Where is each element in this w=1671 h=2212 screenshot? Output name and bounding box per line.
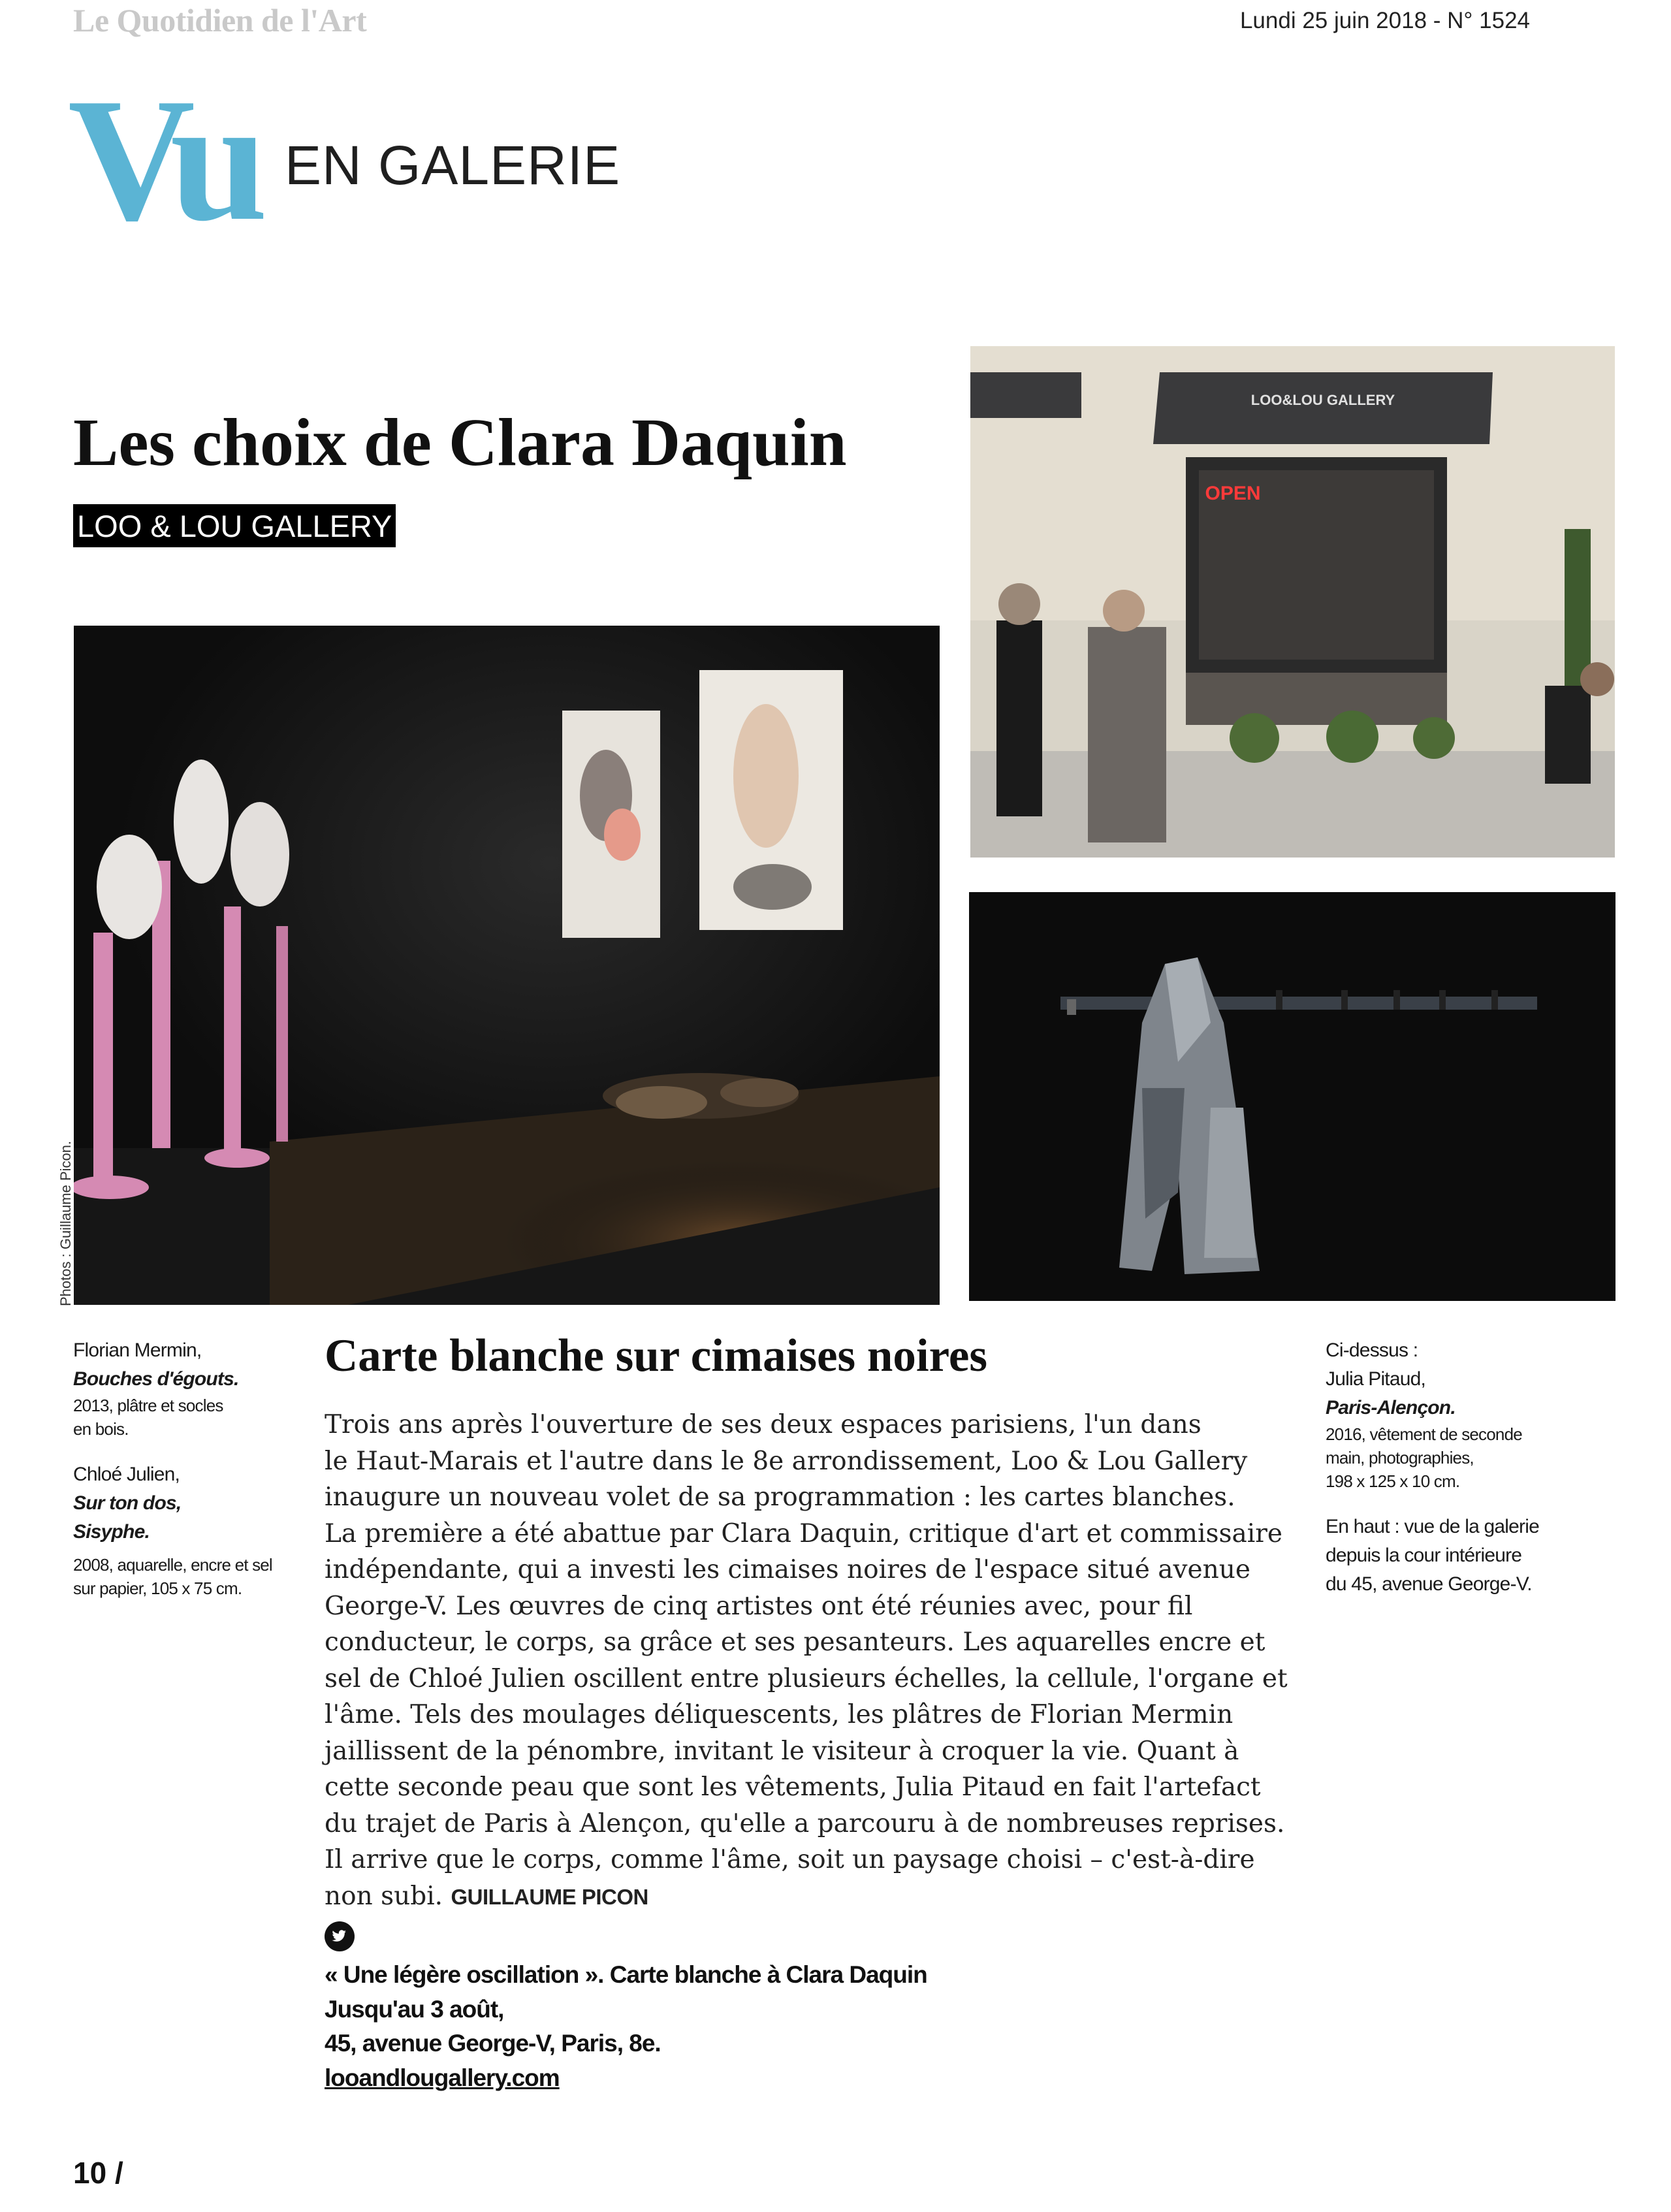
- masthead: Le Quotidien de l'Art: [73, 2, 367, 39]
- twitter-icon[interactable]: [325, 1921, 355, 1951]
- gallery-tag: LOO & LOU GALLERY: [73, 504, 396, 547]
- issue-date: Lundi 25 juin 2018 - N° 1524: [1239, 8, 1530, 33]
- exhibition-info: [325, 1958, 927, 2095]
- article-line: conducteur, le corps, sa grâce et ses pesanteurs. Les aquarelles encre et: [325, 1627, 1265, 1657]
- article-body: [325, 1407, 1291, 1915]
- caption-artist: Julia Pitaud,: [1326, 1368, 1426, 1390]
- exhibition-title: « Une légère oscillation ». Carte blanche à Clara Daquin: [325, 1961, 927, 1988]
- article-line: Trois ans après l'ouverture de ses deux espaces parisiens, l'un dans: [325, 1410, 1202, 1439]
- article-line: jaillissent de la pénombre, invitant le visiteur à croquer la vie. Quant à: [325, 1736, 1239, 1766]
- article-line-last: [325, 1878, 1291, 1915]
- article-line: le Haut-Marais et l'autre dans le 8e arrondissement, Loo & Lou Gallery: [325, 1446, 1248, 1476]
- caption-left: [73, 1336, 289, 1600]
- page-title: Les choix de Clara Daquin: [73, 405, 847, 480]
- caption-intro: Ci-dessus :: [1326, 1339, 1418, 1361]
- gallery-website-link[interactable]: looandlougallery.com: [325, 2064, 560, 2091]
- caption-note: du 45, avenue George-V.: [1326, 1573, 1532, 1595]
- caption-details: 198 x 125 x 10 cm.: [1326, 1471, 1460, 1491]
- article-line: Il arrive que le corps, comme l'âme, soit un paysage choisi – c'est-à-dire: [325, 1845, 1255, 1874]
- section-logo-vu: Vu: [68, 62, 259, 257]
- caption-note: depuis la cour intérieure: [1326, 1545, 1522, 1566]
- caption-details: sur papier, 105 x 75 cm.: [73, 1579, 242, 1598]
- storefront-sign: LOO&LOU GALLERY: [1250, 392, 1395, 408]
- article-line: inaugure un nouveau volet de sa programmation : les cartes blanches.: [325, 1483, 1235, 1512]
- caption-note: En haut : vue de la galerie: [1326, 1516, 1539, 1537]
- exhibition-dates: Jusqu'au 3 août,: [325, 1995, 504, 2023]
- caption-details: 2016, vêtement de seconde: [1326, 1424, 1522, 1444]
- caption-details: en bois.: [73, 1419, 129, 1439]
- photo-credit: Photos : Guillaume Picon.: [57, 1140, 74, 1306]
- author-signature: GUILLAUME PICON: [451, 1884, 648, 1909]
- article-line: cette seconde peau que sont les vêtements, Julia Pitaud en fait l'artefact: [325, 1772, 1261, 1802]
- article-title: Carte blanche sur cimaises noires: [325, 1330, 987, 1381]
- exhibition-address: 45, avenue George-V, Paris, 8e.: [325, 2030, 661, 2057]
- caption-title: Bouches d'égouts.: [73, 1368, 239, 1390]
- caption-artist: Chloé Julien,: [73, 1464, 180, 1485]
- photo-gallery-interior: [74, 626, 940, 1305]
- article-line: indépendante, qui a investi les cimaises noires de l'espace situé avenue: [325, 1555, 1250, 1584]
- article-line: l'âme. Tels des moulages déliquescents, les plâtres de Florian Mermin: [325, 1700, 1233, 1729]
- page-number: 10 /: [73, 2156, 123, 2190]
- article-line: George-V. Les œuvres de cinq artistes ont été réunies avec, pour fil: [325, 1591, 1193, 1621]
- caption-artist: Florian Mermin,: [73, 1339, 202, 1361]
- caption-title: Sisyphe.: [73, 1521, 150, 1543]
- caption-title: Paris-Alençon.: [1326, 1397, 1456, 1419]
- caption-right: [1326, 1336, 1561, 1599]
- caption-title: Sur ton dos,: [73, 1492, 182, 1514]
- photo-julia-pitaud-work: [969, 892, 1615, 1301]
- caption-details: 2008, aquarelle, encre et sel: [73, 1555, 272, 1575]
- article-line: sel de Chloé Julien oscillent entre plusieurs échelles, la cellule, l'organe et: [325, 1663, 1288, 1693]
- article-line: non subi.: [325, 1881, 443, 1911]
- caption-details: 2013, plâtre et socles: [73, 1396, 223, 1415]
- section-rubrique: EN GALERIE: [285, 135, 621, 196]
- article-line: La première a été abattue par Clara Daquin, critique d'art et commissaire: [325, 1518, 1282, 1548]
- photo-gallery-storefront: [970, 346, 1615, 858]
- article-line: du trajet de Paris à Alençon, qu'elle a parcouru à de nombreuses reprises.: [325, 1808, 1285, 1838]
- caption-details: main, photographies,: [1326, 1448, 1474, 1467]
- storefront-open-sign: OPEN: [1205, 483, 1261, 504]
